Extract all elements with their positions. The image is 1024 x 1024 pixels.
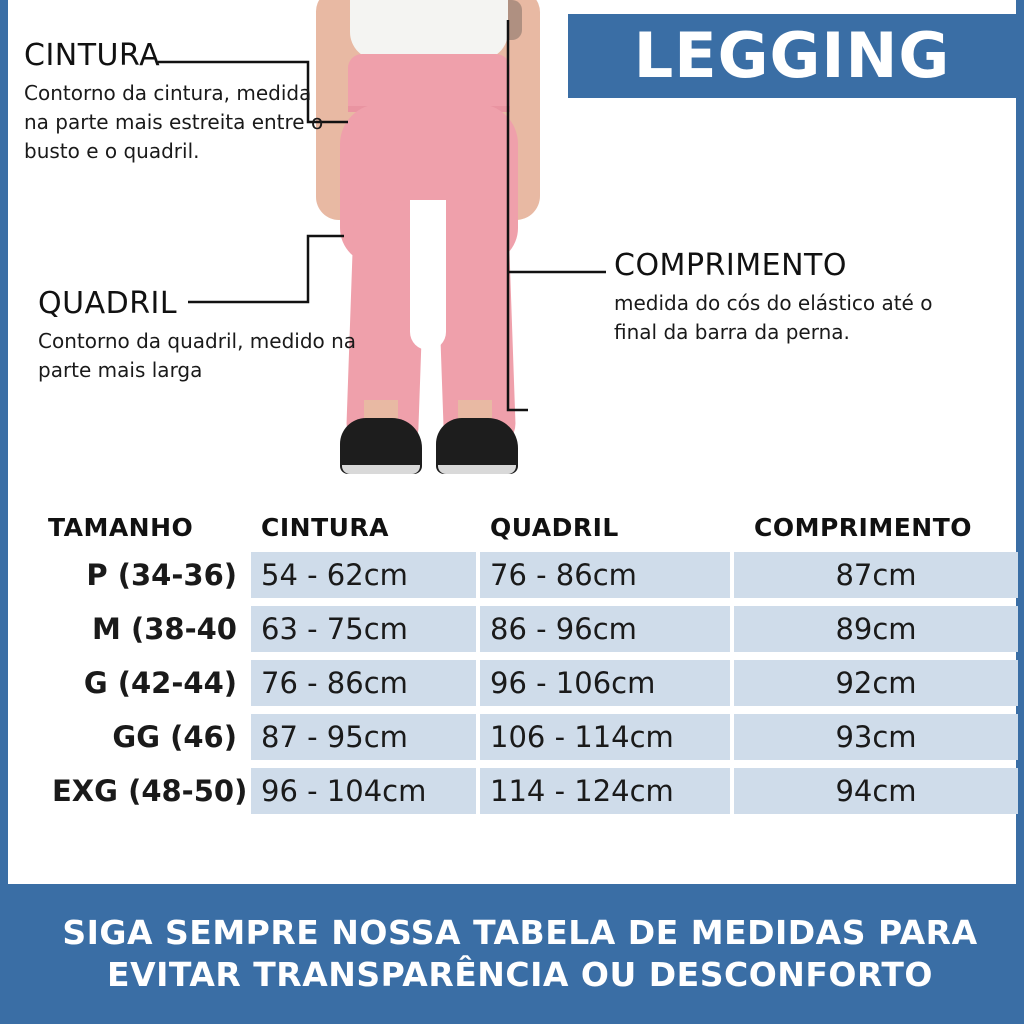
header-cintura: CINTURA [261,513,390,542]
cell-cintura: 63 - 75cm [251,606,476,652]
title-banner [568,14,1016,98]
table-row [42,552,1018,598]
callout-comprimento-title: COMPRIMENTO [614,248,847,283]
size-table-container [38,505,1002,822]
callout-quadril-description: Contorno da quadril, medido na parte mais larga [38,329,357,382]
cell-quadril: 106 - 114cm [480,714,730,760]
callout-comprimento-description: medida do cós do elástico até o final da barra da perna. [614,291,933,344]
footer-banner [8,884,1024,1024]
cell-quadril: 76 - 86cm [480,552,730,598]
callout-cintura [24,38,324,166]
model-shoe-right [436,418,518,474]
model-illustration [288,0,578,500]
callout-cintura-description: Contorno da cintura, medida na parte mais estreita entre o busto e o quadril. [24,81,324,163]
cell-size: GG (46) [112,720,237,754]
cell-comprimento: 92cm [734,660,1018,706]
cell-size: EXG (48-50) [52,774,248,808]
cell-comprimento: 87cm [734,552,1018,598]
header-comprimento: COMPRIMENTO [754,513,973,542]
callout-cintura-title: CINTURA [24,38,161,73]
cell-quadril: 96 - 106cm [480,660,730,706]
page-title: LEGGING [633,19,951,92]
table-row [42,714,1018,760]
cell-comprimento: 94cm [734,768,1018,814]
model-shoe-left [340,418,422,474]
cell-cintura: 87 - 95cm [251,714,476,760]
cell-comprimento: 89cm [734,606,1018,652]
callout-comprimento [614,248,944,347]
cell-size: G (42-44) [83,666,237,700]
header-quadril: QUADRIL [490,513,619,542]
callout-quadril-title: QUADRIL [38,286,178,321]
footer-line-2: EVITAR TRANSPARÊNCIA OU DESCONFORTO [107,955,933,994]
cell-quadril: 86 - 96cm [480,606,730,652]
cell-size: P (34-36) [86,558,237,592]
cell-comprimento: 93cm [734,714,1018,760]
callout-quadril [38,286,358,385]
cell-cintura: 96 - 104cm [251,768,476,814]
model-top [350,0,508,60]
footer-line-1: SIGA SEMPRE NOSSA TABELA DE MEDIDAS PARA [62,912,978,952]
header-tamanho: TAMANHO [48,513,194,542]
size-table [38,505,1022,822]
table-row [42,606,1018,652]
table-row [42,768,1018,814]
leg-gap [410,200,446,350]
cell-size: M (38-40 [92,612,237,646]
cell-cintura: 76 - 86cm [251,660,476,706]
cell-quadril: 114 - 124cm [480,768,730,814]
cell-cintura: 54 - 62cm [251,552,476,598]
table-row [42,660,1018,706]
table-header-row [42,513,1018,544]
